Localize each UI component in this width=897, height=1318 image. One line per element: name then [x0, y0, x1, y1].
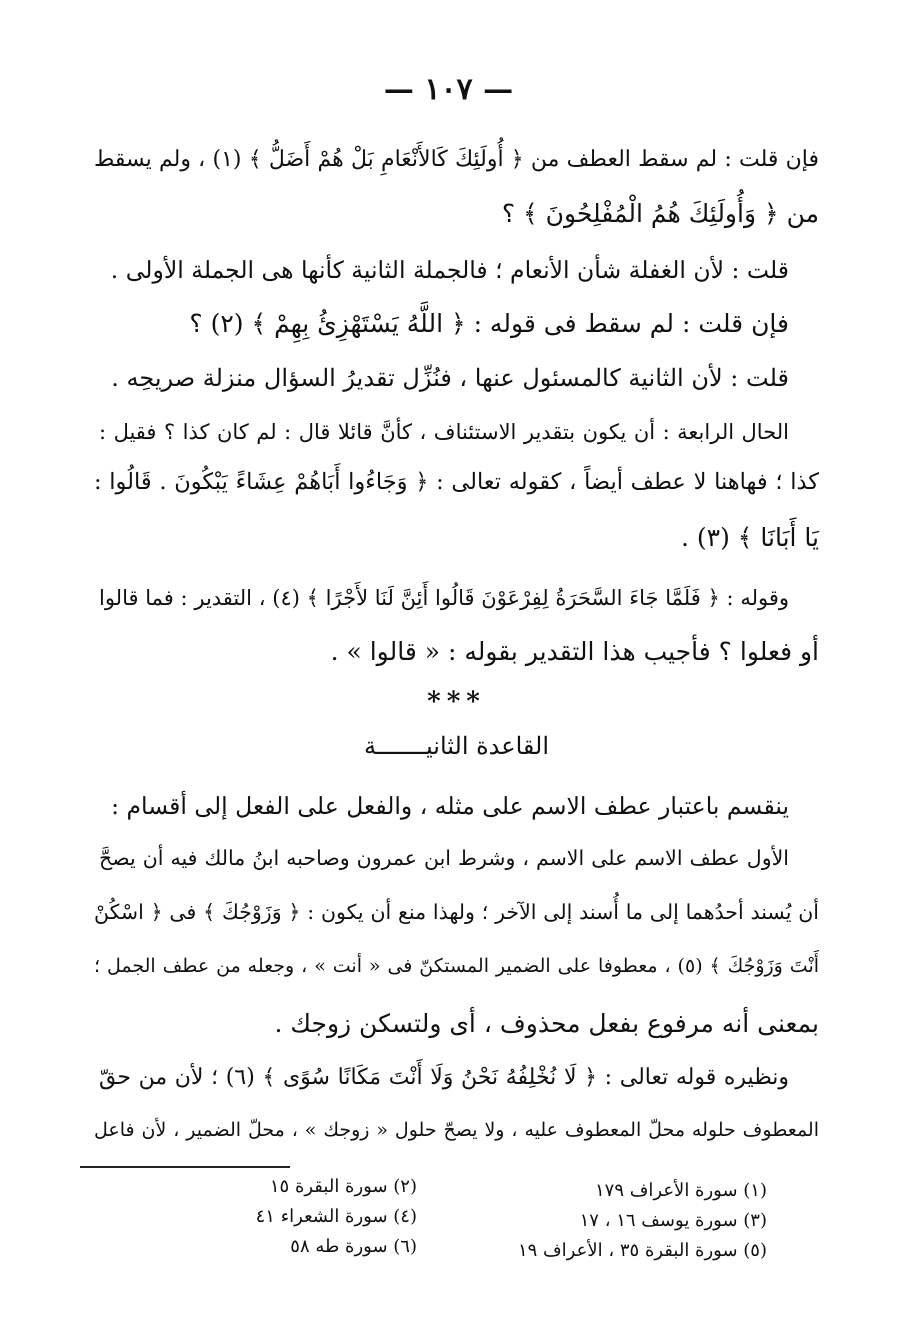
footnote: (٢) سورة البقرة ١٥	[269, 1176, 417, 1197]
text-line: قلت : لأن الغفلة شأن الأنعام ؛ فالجملة الثانية كأنها هى الجملة الأولى .	[110, 256, 789, 284]
footnote: (٣) سورة يوسف ١٦ ، ١٧	[579, 1210, 767, 1231]
page-number: — ١٠٧ —	[383, 72, 514, 107]
footnote-rule	[80, 1166, 290, 1168]
text-line: أو فعلوا ؟ فأجيب هذا التقدير بقوله : « قالوا » .	[330, 637, 819, 666]
text-line: كذا ؛ فهاهنا لا عطف أيضاً ، كقوله تعالى : ﴿ وَجَاءُوا أَبَاهُمْ عِشَاءً يَبْكُونَ . قَالُوا :	[94, 469, 819, 495]
footnote: (٦) سورة طه ٥٨	[290, 1236, 417, 1257]
section-heading: القاعدة الثانيـــــــة	[363, 732, 550, 760]
text-line: أَنْتَ وَزَوْجُكَ ﴾ (٥) ، معطوفا على الضمير المستكنّ فى « أنت » ، وجعله من عطف الجمل ؛	[94, 955, 820, 977]
section-separator: ***	[427, 687, 486, 717]
text-line: يَا أَبَانَا ﴾ (٣) .	[680, 523, 819, 552]
text-line: من ﴿ وَأُولَئِكَ هُمُ الْمُفْلِحُونَ ﴾ ؟	[501, 199, 819, 228]
footnote: (١) سورة الأعراف ١٧٩	[594, 1180, 767, 1201]
text-line: قلت : لأن الثانية كالمسئول عنها ، فنُزِّل تقديرُ السؤال منزلة صريحِه .	[111, 364, 789, 392]
text-line: ينقسم باعتبار عطف الاسم على مثله ، والفعل على الفعل إلى أقسام :	[111, 792, 789, 820]
text-line: فإن قلت : لم سقط فى قوله : ﴿ اللَّهُ يَسْتَهْزِئُ بِهِمْ ﴾ (٢) ؟	[189, 309, 789, 338]
text-line: الحال الرابعة : أن يكون بتقدير الاستئناف ، كأنَّ قائلا قال : لم كان كذا ؟ فقيل :	[99, 420, 789, 444]
text-line: الأول عطف الاسم على الاسم ، وشرط ابن عمرون وصاحبه ابنُ مالك فيه أن يصحَّ	[99, 846, 789, 870]
footnote: (٥) سورة البقرة ٣٥ ، الأعراف ١٩	[517, 1240, 767, 1261]
text-line: بمعنى أنه مرفوع بفعل محذوف ، أى ولتسكن زوجك .	[274, 1009, 819, 1038]
text-line: أن يُسند أحدُهما إلى ما أُسند إلى الآخر ؛ ولهذا منع أن يكون : ﴿ وَزَوْجُكَ ﴾ فى ﴿ اسْكُنْ	[94, 900, 819, 924]
text-line: ونظيره قوله تعالى : ﴿ لَا نُخْلِفُهُ نَحْنُ وَلَا أَنْتَ مَكَانًا سُوًى ﴾ (٦) ؛ لأن من حقّ	[99, 1065, 789, 1090]
text-line: المعطوف حلوله محلّ المعطوف عليه ، ولا يصحّ حلول « زوجك » ، محلّ الضمير ، لأن فاعل	[94, 1119, 819, 1141]
text-line: وقوله : ﴿ فَلَمَّا جَاءَ السَّحَرَةُ لِفِرْعَوْنَ قَالُوا أَئِنَّ لَنَا لأَجْرًا ﴾ (٤) ، التقدير : فما قالوا	[99, 586, 790, 610]
footnote: (٤) سورة الشعراء ٤١	[255, 1206, 417, 1227]
text-line: فإن قلت : لم سقط العطف من ﴿ أُولَئِكَ كَالأَنْعَامِ بَلْ هُمْ أَضَلُّ ﴾ (١) ، ولم يسقط	[94, 147, 819, 172]
